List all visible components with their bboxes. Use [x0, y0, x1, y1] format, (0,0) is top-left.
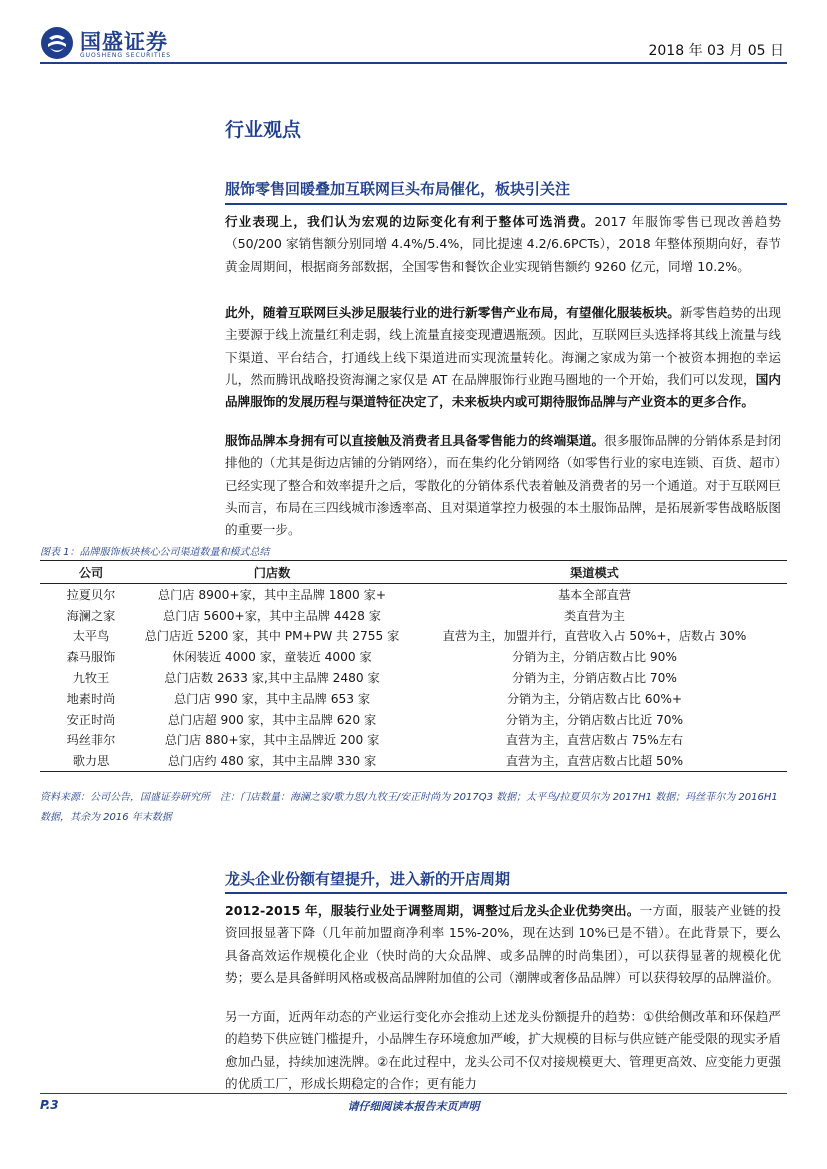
stores-cell: 总门店近 5200 家，其中 PM+PW 共 2755 家: [144, 629, 400, 644]
section1-paragraph-3: [225, 430, 781, 541]
section2-p2-body: 另一方面，近两年动态的产业运行变化亦会推动上述龙头份额提升的趋势：①供给侧改革和环保趋严的趋势下供应链门槛提升，小品牌生存环境愈加严峻，扩大规模的目标与供应链产能受限的现实矛盾愈加凸显，持续加速洗牌。②在此过程中，龙头公司不仅对接规模更大、管理更高效、应变能力更强的优质工厂，形成长期稳定的合作；更有能力: [225, 1009, 781, 1091]
header-divider: [40, 62, 787, 64]
table-row: [40, 667, 787, 688]
section1-heading-rule: [225, 203, 787, 205]
table-row: [40, 646, 787, 667]
footer-disclaimer: 请仔细阅读本报告末页声明: [347, 1100, 480, 1113]
table-row: [40, 688, 787, 709]
company-name: 国盛证券: [80, 30, 168, 54]
section1-p3-lead: 服饰品牌本身拥有可以直接触及消费者且具备零售能力的终端渠道。: [225, 433, 605, 448]
company-cell: 海澜之家: [66, 608, 116, 623]
report-date: 2018 年 03 月 05 日: [648, 43, 784, 59]
company-cell: 太平鸟: [72, 629, 110, 644]
section1-p2-body: 新零售趋势的出现主要源于线上流量红利走弱，线上流量直接变现遭遇瓶颈。因此，互联网巨头选择将其线上流量与线下渠道、平台结合，打通线上线下渠道进而实现流量转化。海澜之家成为第一个被资本拥抱的幸运儿，然而腾讯战略投资海澜之家仅是 AT 在品牌服饰行业跑马圈地的一个开始，我们可以发现，: [225, 305, 782, 387]
company-cell: 歌力思: [40, 750, 142, 771]
table-row: [40, 584, 787, 605]
channel-cell: 直营为主，加盟并行，直营收入占 50%+，店数占 30%: [442, 629, 747, 644]
section1-p1-body: 2017 年服饰零售已现改善趋势（50/200 家销售额分别同增 4.4%/5.4%，同比提速 4.2/6.6PCTs），2018 年整体预期向好，春节黄金周期间，根据商务部数据，全国零售和餐饮企业实现销售额约 9260 亿元，同增 10.2%。: [225, 214, 781, 274]
channel-cell: 类直营为主: [564, 608, 625, 623]
table-row: [40, 730, 787, 751]
company-logo-icon: [40, 26, 74, 60]
stores-cell: 休闲装近 4000 家，童装近 4000 家: [172, 650, 372, 665]
section2-paragraph-1: [225, 900, 781, 989]
section2-heading: 龙头企业份额有望提升，进入新的开店周期: [225, 870, 511, 888]
channel-cell: 分销为主，分销店数占比近 70%: [505, 712, 684, 727]
column-header-channel: 渠道模式: [402, 561, 787, 584]
stores-cell: 总门店数 2633 家,其中主品牌 2480 家: [164, 671, 380, 686]
channel-cell: 分销为主，分销店数占比 60%+: [506, 691, 683, 706]
section1-heading: 服饰零售回暖叠加互联网巨头布局催化，板块引关注: [225, 180, 571, 198]
table-row: [40, 605, 787, 626]
stores-cell: 总门店超 900 家，其中主品牌 620 家: [167, 712, 377, 727]
stores-cell: 总门店约 480 家，其中主品牌 330 家: [142, 750, 402, 771]
section1-paragraph-1: [225, 211, 781, 278]
stores-cell: 总门店 990 家，其中主品牌 653 家: [173, 691, 371, 706]
company-cell: 拉夏贝尔: [66, 587, 116, 602]
column-header-stores: 门店数: [142, 561, 402, 584]
section-title: 行业观点: [225, 119, 302, 141]
section2-paragraph-2: [225, 1006, 781, 1095]
company-cell: 玛丝菲尔: [66, 733, 116, 748]
section2-p1-body: 一方面，服装产业链的投资回报显著下降（几年前加盟商净利率 15%-20%，现在达到 10%已是不错）。在此背景下，要么具备高效运作规模化企业（快时尚的大众品牌、或多品牌的时尚集团），可以获得显著的规模化优势；要么是具备鲜明风格或极高品牌附加值的公司（潮牌或奢侈品品牌）可以获得较厚的品牌溢价。: [225, 903, 782, 985]
company-cell: 安正时尚: [66, 712, 116, 727]
table-header-row: [40, 561, 787, 584]
section2-p1-lead: 2012-2015 年，服装行业处于调整周期，调整过后龙头企业优势突出。: [225, 903, 640, 918]
section1-p1-lead: 行业表现上，我们认为宏观的边际变化有利于整体可选消费。: [225, 214, 595, 229]
section1-p2-lead: 此外，随着互联网巨头涉足服装行业的进行新零售产业布局，有望催化服装板块。: [225, 305, 680, 320]
channel-cell: 分销为主，分销店数占比 90%: [511, 650, 678, 665]
section1-p2-conclusion: 国内品牌服饰的发展历程与渠道特征决定了，未来板块内或可期待服饰品牌与产业资本的更多合作。: [225, 371, 781, 410]
company-cell: 九牧王: [72, 671, 110, 686]
figure-source-note: 资料来源：公司公告，国盛证券研究所 注：门店数量：海澜之家/歌力思/九牧王/安正时尚为 2017Q3 数据；太平鸟/拉夏贝尔为 2017H1 数据；玛丝菲尔为 2016H1 数据，其余为 2016 年末数据: [40, 792, 778, 823]
footer-divider: [40, 1093, 787, 1094]
stores-cell: 总门店 880+家，其中主品牌近 200 家: [164, 733, 380, 748]
channel-cell: 分销为主，分销店数占比 70%: [511, 671, 678, 686]
section1-paragraph-2: [225, 302, 781, 413]
stores-cell: 总门店 5600+家，其中主品牌 4428 家: [163, 608, 381, 623]
table-row: [40, 750, 787, 771]
section1-p3-body: 很多服饰品牌的分销体系是封闭排他的（尤其是街边店铺的分销网络），而在集约化分销网络（如零售行业的家电连锁、百货、超市）已经实现了整合和效率提升之后，零散化的分销体系代表着触及消费者的另一个通道。对于互联网巨头而言，布局在三四线城市渗透率高、且对渠道掌控力极强的本土服饰品牌，是拓展新零售战略版图的重要一步。: [225, 433, 782, 538]
company-cell: 地素时尚: [66, 691, 116, 706]
figure-title: 图表 1：品牌服饰板块核心公司渠道数量和模式总结: [40, 547, 270, 558]
channel-cell: 直营为主，直营店数占 75%左右: [505, 733, 684, 748]
channel-cell: 基本全部直营: [557, 587, 632, 602]
page-number: P.3: [40, 1098, 59, 1112]
channel-cell: 直营为主，直营店数占比超 50%: [402, 750, 787, 771]
table-row: [40, 626, 787, 647]
company-cell: 森马服饰: [66, 650, 116, 665]
channel-table: [40, 560, 787, 772]
stores-cell: 总门店 8900+家，其中主品牌 1800 家+: [157, 587, 387, 602]
company-name-english: GUOSHENG SECURITIES: [80, 52, 172, 59]
section2-heading-rule: [225, 892, 787, 894]
table-row: [40, 709, 787, 730]
column-header-company: 公司: [40, 561, 142, 584]
